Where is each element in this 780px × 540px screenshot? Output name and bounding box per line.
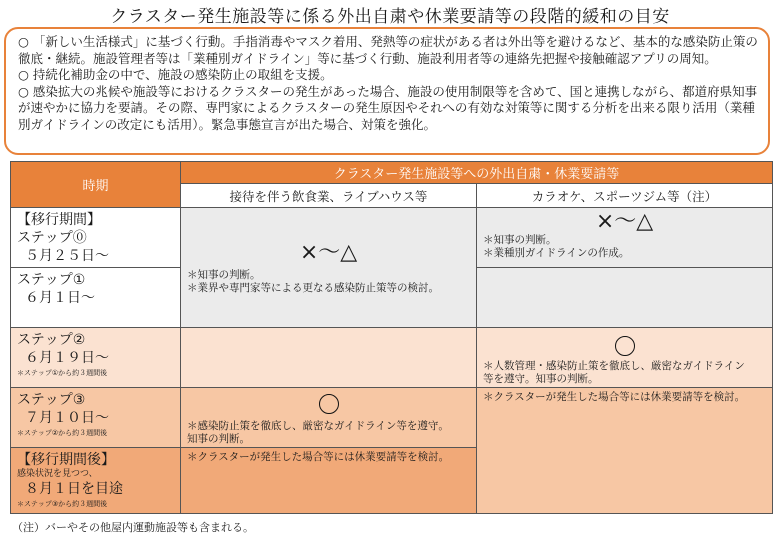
schedule-table [10, 161, 773, 514]
circle-symbol [615, 336, 635, 356]
intro-item-1: ○ 「新しい生活様式」に基づく行動。手指消毒やマスク着用、発熱等の症状がある者は外出等を避けるなど、基本的な感染防止策の徹底・継続。施設管理者等は「業種別ガイドライン」等に基づく行動、施設利用者等の連絡先把握や接触確認アプリの周知。 [18, 34, 758, 66]
period-step2 [11, 328, 181, 388]
intro-item-2: ○ 持続化補助金の中で、施設の感染防止の取組を支援。 [18, 67, 333, 82]
after-note: ＊ステップ③から約３週間後 [17, 500, 108, 508]
symbol-x-triangle: ×～△ [595, 209, 654, 234]
cell-karaoke-step0 [477, 208, 773, 268]
period-step3 [11, 388, 181, 448]
cell-karaoke-step2 [477, 328, 773, 388]
note-further-measures: ＊業界や専門家等による更なる感染防止策等の検討。 [187, 281, 439, 294]
note-guideline-creation: ＊業種別ガイドラインの作成。 [483, 247, 630, 259]
after-sub: 感染状況を見つつ、 [17, 469, 98, 479]
cell-karaoke-step1 [477, 268, 773, 328]
page-title: クラスター発生施設等に係る外出自粛や休業要請等の段階的緩和の目安 [110, 7, 670, 27]
note-governor: ＊知事の判断。 [187, 268, 261, 281]
step0-date: ５月２５日～ [25, 248, 109, 264]
step3-note: ＊ステップ②から約３週間後 [17, 429, 108, 437]
intro-item-3: ○ 感染拡大の兆候や施設等におけるクラスターの発生があった場合、施設の使用制限等を含めて、国と連携しながら、都道府県知事が速やかに協力を要請。その際、専門家によるクラスターの発生原因やそれへの有効な対策等に関する分析を出来る限り活用（業種別ガイドラインの改定にも活用）。緊急事態宣言が出た場合、対策を強化。 [18, 83, 758, 132]
cell-hostclubs-after [181, 448, 477, 514]
cell-hostclubs-early [181, 208, 477, 328]
period-step1 [11, 268, 181, 328]
step3-date: ７月１０日～ [25, 410, 109, 426]
note-cluster-closure: ＊クラスターが発生した場合等には休業要請等を検討。 [483, 391, 746, 403]
step1-date: ６月１日～ [25, 290, 95, 306]
period-after [11, 448, 181, 514]
cell-karaoke-later [477, 388, 773, 514]
symbol-x-triangle: ×～△ [299, 239, 358, 265]
after-date: ８月１日を目途 [25, 481, 123, 497]
step1-name: ステップ① [17, 272, 86, 288]
note-strict-guideline: ＊人数管理・感染防止策を徹底し、厳密なガイドライン [483, 360, 745, 372]
period-step0 [11, 208, 181, 268]
after-label: 【移行期間後】 [17, 452, 115, 468]
step2-name: ステップ② [17, 332, 86, 348]
header-col-hostclubs: 接待を伴う飲食業、ライブハウス等 [181, 184, 477, 208]
cell-hostclubs-step3 [181, 388, 477, 448]
note-governor: 等を遵守。知事の判断。 [483, 373, 599, 385]
intro-box [4, 27, 770, 155]
cell-hostclubs-step2 [181, 328, 477, 388]
circle-symbol [319, 394, 339, 414]
note-strict-guideline: ＊感染防止策を徹底し、厳密なガイドライン等を遵守。 [187, 420, 449, 432]
note-cluster-closure: ＊クラスターが発生した場合等には休業要請等を検討。 [187, 451, 450, 463]
header-period: 時期 [11, 162, 181, 208]
transition-label: 【移行期間】 [17, 212, 101, 228]
header-main: クラスター発生施設等への外出自粛・休業要請等 [181, 162, 773, 184]
step2-date: ６月１９日～ [25, 350, 109, 366]
footnote: （注）バーやその他屋内運動施設等も含まれる。 [12, 521, 254, 534]
step3-name: ステップ③ [17, 392, 86, 408]
step0-name: ステップ⓪ [17, 230, 87, 246]
header-col-karaoke: カラオケ、スポーツジム等（注） [477, 184, 773, 208]
note-governor: ＊知事の判断。 [483, 234, 557, 246]
note-governor: 知事の判断。 [187, 433, 250, 445]
step2-note: ＊ステップ①から約３週間後 [17, 369, 108, 377]
